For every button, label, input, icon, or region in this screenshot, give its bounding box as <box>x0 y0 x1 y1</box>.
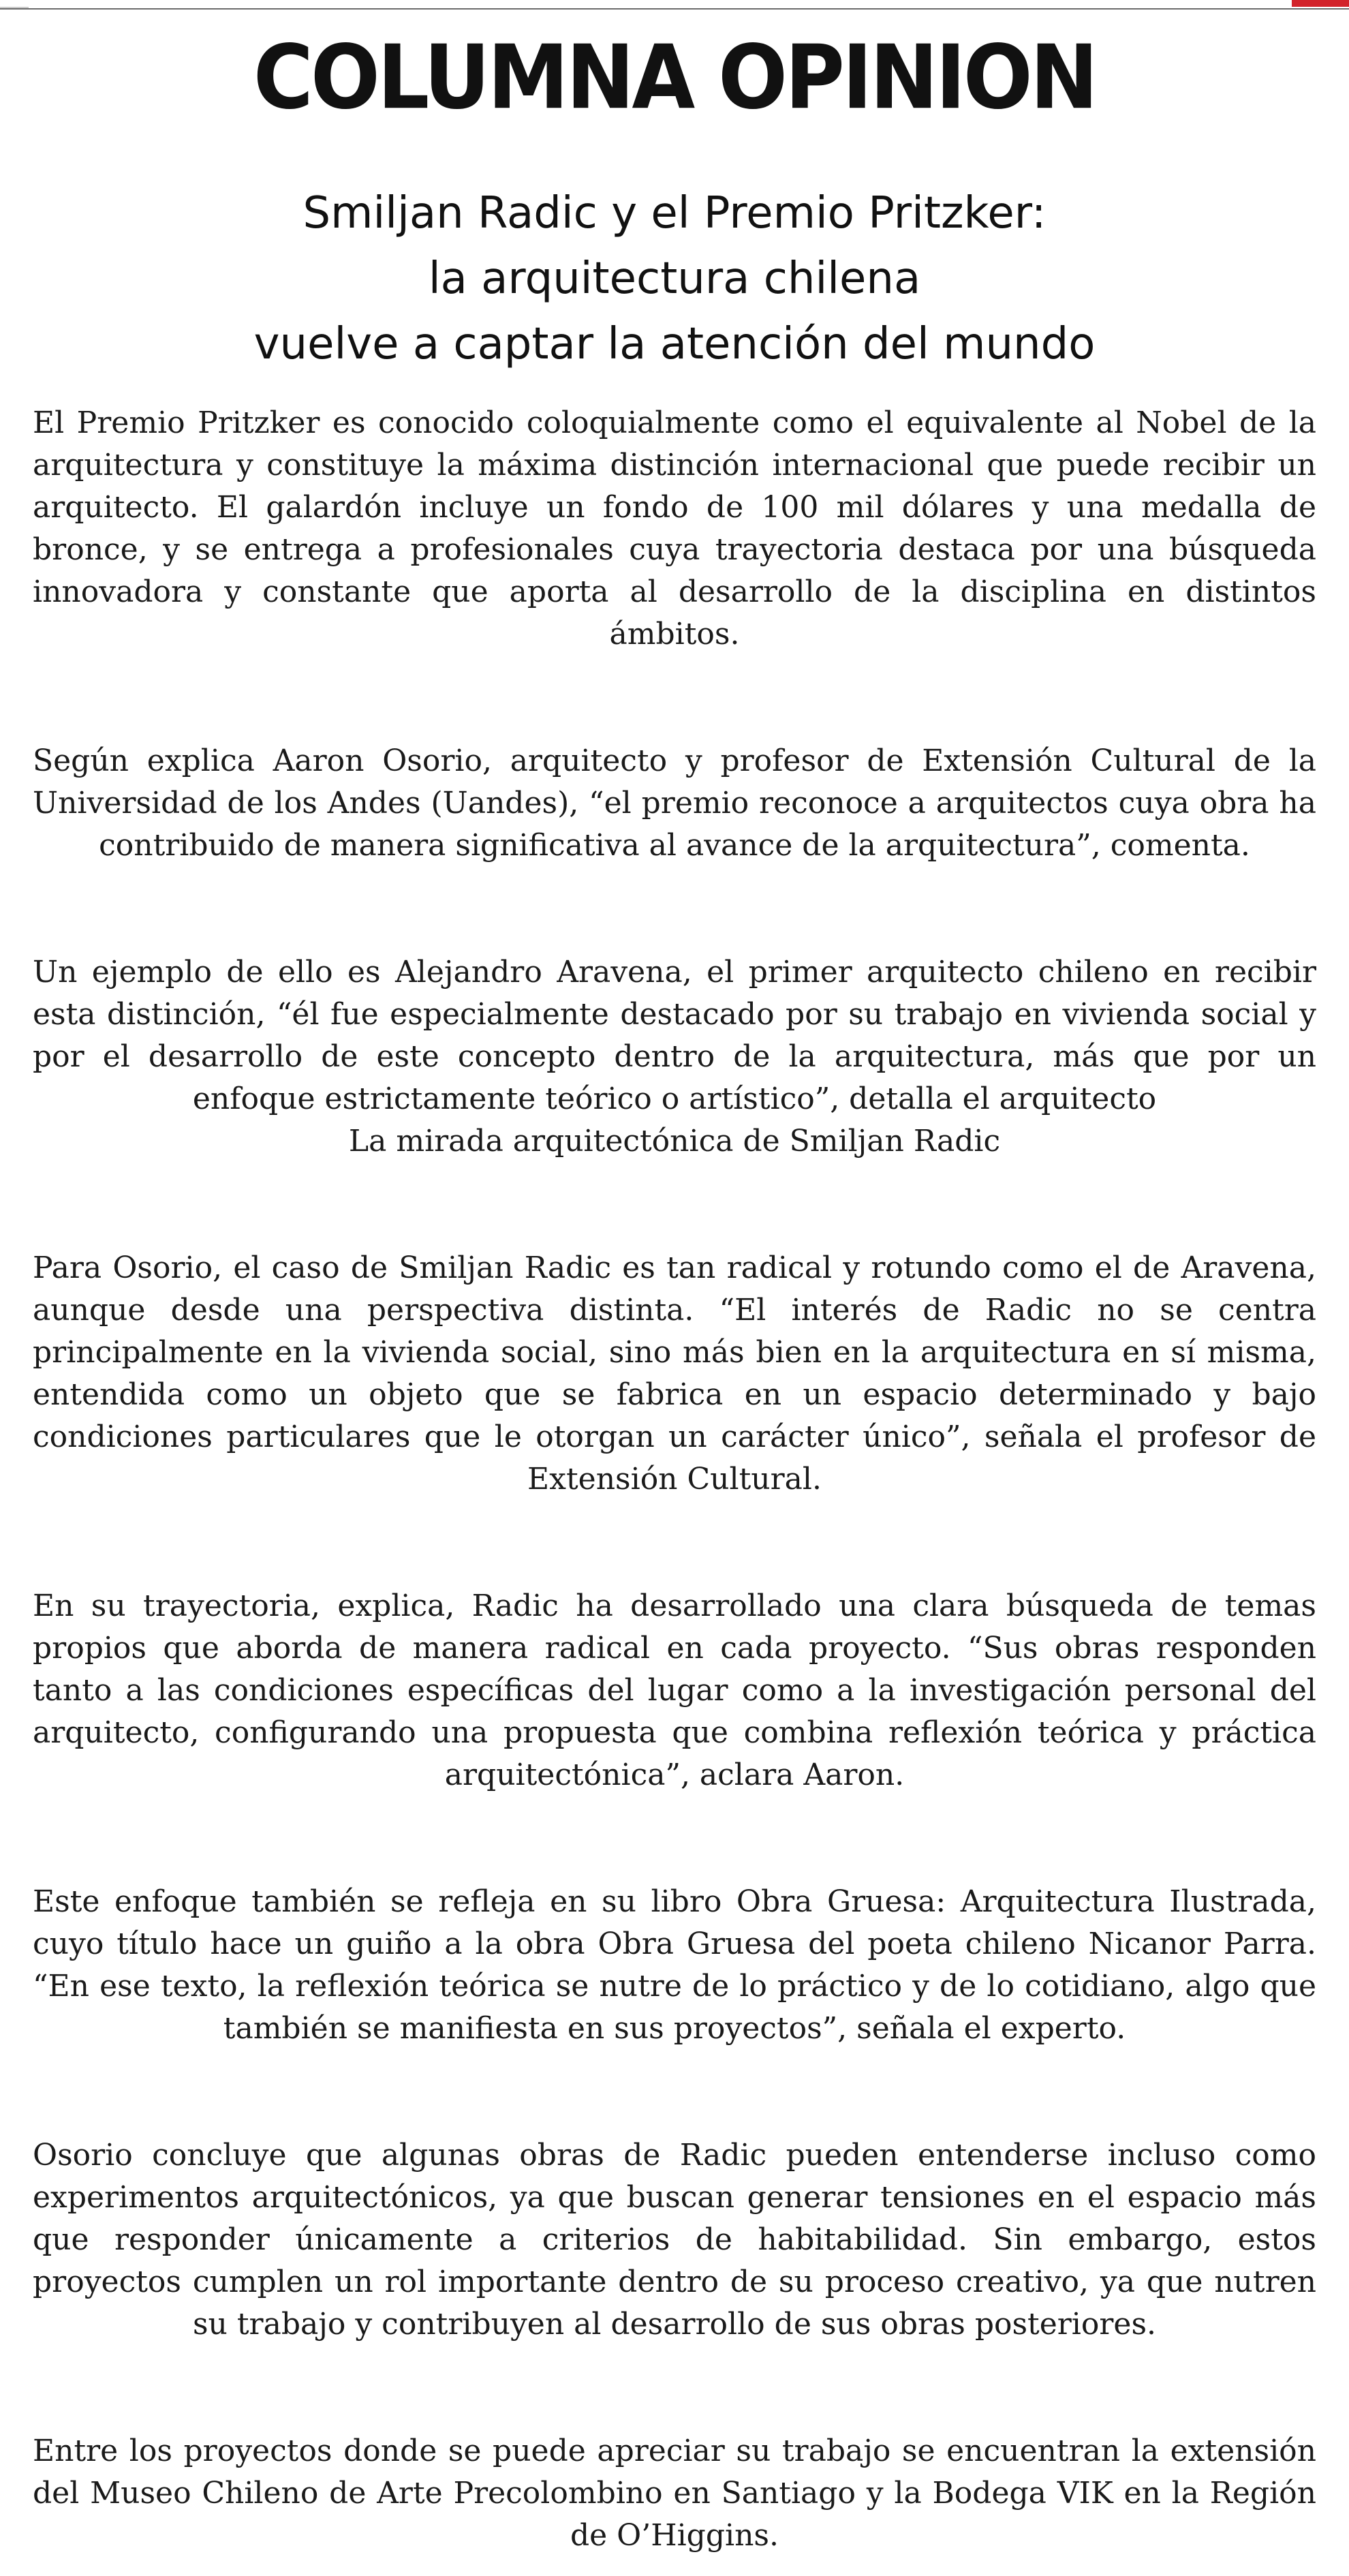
headline-line-1: Smiljan Radic y el Premio Pritzker: <box>303 188 1046 239</box>
paragraph-book: Este enfoque también se refleja en su libro Obra Gruesa: Arquitectura Ilustrada, cuyo título hace un guiño a la obra Obra Gruesa del poeta chileno Nicanor Parra. “En ese texto, la reflexión teórica se nutre de lo práctico y de lo cotidiano, algo que también se manifiesta en sus proyectos”, señala el experto. <box>33 1884 1316 2046</box>
paragraph-intro: El Premio Pritzker es conocido coloquialmente como el equivalente al Nobel de la arquitectura y constituye la máxima distinción internacional que puede recibir un arquitecto. El galardón incluye un fondo de 100 mil dólares y una medalla de bronce, y se entrega a profesionales cuya trayectoria destaca por una búsqueda innovadora y constante que aporta al desarrollo de la disciplina en distintos ámbitos. <box>33 405 1316 651</box>
paragraph-trajectory: En su trayectoria, explica, Radic ha desarrollado una clara búsqueda de temas propios que aborda de manera radical en cada proyecto. “Sus obras responden tanto a las condiciones específicas del lugar como a la investigación personal del arquitecto, configurando una propuesta que combina reflexión teórica y práctica arquitectónica”, aclara Aaron. <box>33 1589 1316 1792</box>
article-headline <box>0 181 1349 377</box>
article-body <box>33 402 1316 2557</box>
paragraph-osorio: Según explica Aaron Osorio, arquitecto y profesor de Extensión Cultural de la Universidad de los Andes (Uandes), “el premio reconoce a arquitectos cuya obra ha contribuido de manera significativa al avance de la arquitectura”, comenta. <box>33 743 1316 863</box>
paragraph-radic-perspective: Para Osorio, el caso de Smiljan Radic es tan radical y rotundo como el de Aravena, aunque desde una perspectiva distinta. “El interés de Radic no se centra principalmente en la vivienda social, sino más bien en la arquitectura en sí misma, entendida como un objeto que se fabrica en un espacio determinado y bajo condiciones particulares que le otorgan un carácter único”, señala el profesor de Extensión Cultural. <box>33 1251 1316 1497</box>
top-left-tab <box>0 0 29 8</box>
headline-line-2: la arquitectura chilena <box>428 254 921 304</box>
section-subhead: La mirada arquitectónica de Smiljan Radic <box>348 1124 1001 1159</box>
paragraph-aravena: Un ejemplo de ello es Alejandro Aravena, el primer arquitecto chileno en recibir esta distinción, “él fue especialmente destacado por su trabajo en vivienda social y por el desarrollo de este concepto dentro de la arquitectura, más que por un enfoque estrictamente teórico o artístico”, detalla el arquitecto <box>33 955 1316 1116</box>
top-divider <box>0 8 1349 10</box>
top-right-accent-tab <box>1292 0 1349 7</box>
paragraph-projects: Entre los proyectos donde se puede apreciar su trabajo se encuentran la extensión del Museo Chileno de Arte Precolombino en Santiago y la Bodega VIK en la Región de O’Higgins. <box>33 2434 1316 2553</box>
paragraph-experiments: Osorio concluye que algunas obras de Radic pueden entenderse incluso como experimentos arquitectónicos, ya que buscan generar tensiones en el espacio más que responder únicamente a criterios de habitabilidad. Sin embargo, estos proyectos cumplen un rol importante dentro de su proceso creativo, ya que nutren su trabajo y contribuyen al desarrollo de sus obras posteriores. <box>33 2138 1316 2342</box>
masthead-title: COLUMNA OPINION <box>253 27 1096 129</box>
headline-line-3: vuelve a captar la atención del mundo <box>253 319 1096 369</box>
